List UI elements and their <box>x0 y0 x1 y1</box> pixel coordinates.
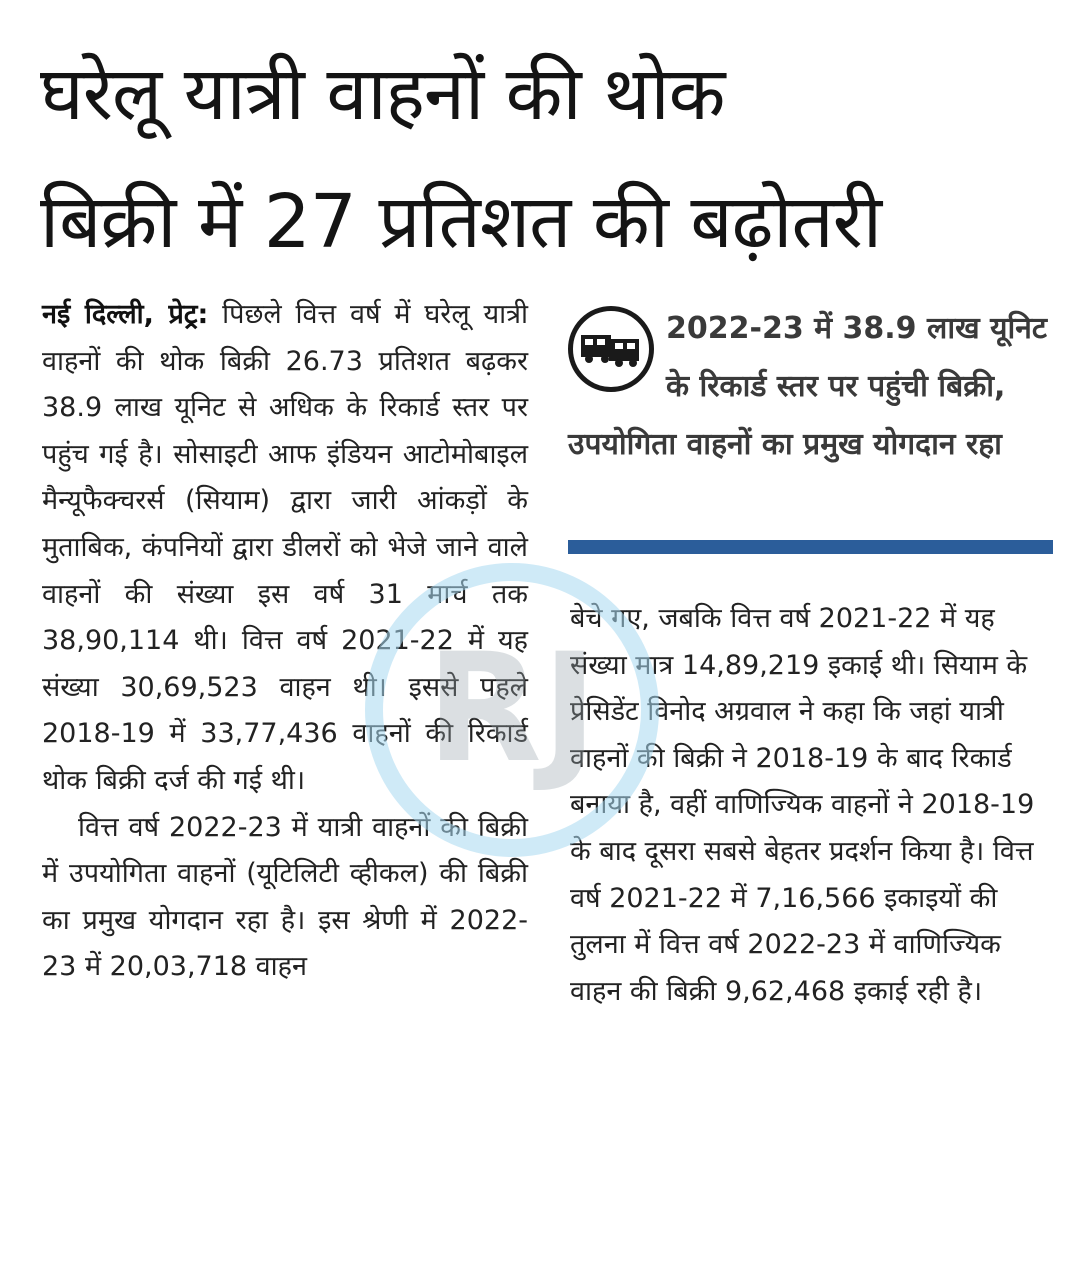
vehicles-icon <box>568 306 654 392</box>
summary-blurb <box>568 300 1052 474</box>
headline <box>40 30 1050 286</box>
article-paragraph-2: वित्त वर्ष 2022-23 में यात्री वाहनों की बिक्री में उपयोगिता वाहनों (यूटिलिटी व्हीकल) की बिक्री का प्रमुख योगदान रहा है। इस श्रेणी में 2022-23 में 20,03,718 वाहन <box>42 811 528 983</box>
headline-line-1: घरेलू यात्री वाहनों की थोक <box>40 51 725 137</box>
headline-line-2: बिक्री में 27 प्रतिशत की बढ़ोतरी <box>40 179 882 265</box>
article-paragraph-1 <box>42 292 528 805</box>
watermark-text: RJ <box>426 622 598 796</box>
article-paragraph-1-text: पिछले वित्त वर्ष में घरेलू यात्री वाहनों की थोक बिक्री 26.73 प्रतिशत बढ़कर 38.9 लाख यूनिट से अधिक के रिकार्ड स्तर पर पहुंच गई है। सोसाइटी आफ इंडियन आटोमोबाइल मैन्यूफैक्चरर्स (सियाम) द्वारा जारी आंकड़ों के मुताबिक, कंपनियों द्वारा डीलरों को भेजे जाने वाले वाहनों की संख्या इस वर्ष 31 मार्च तक 38,90,114 थी। वित्त वर्ष 2021-22 में यह संख्या 30,69,523 वाहन थी। इससे पहले 2018-19 में 33,77,436 वाहनों की रिकार्ड थोक बिक्री दर्ज की गई थी। <box>42 299 529 796</box>
section-divider <box>568 540 1053 554</box>
article-column-left <box>42 292 528 991</box>
dateline: नई दिल्ली, प्रेट्र: <box>42 299 209 330</box>
article-column-right <box>570 596 1052 1015</box>
article-paragraph-3: बेचे गए, जबकि वित्त वर्ष 2021-22 में यह संख्या मात्र 14,89,219 इकाई थी। सियाम के प्रेसिडेंट विनोद अग्रवाल ने कहा कि जहां यात्री वाहनों की बिक्री ने 2018-19 के बाद रिकार्ड बनाया है, वहीं वाणिज्यिक वाहनों ने 2018-19 के बाद दूसरा सबसे बेहतर प्रदर्शन किया है। वित्त वर्ष 2021-22 में 7,16,566 इकाइयों की तुलना में वित्त वर्ष 2022-23 में वाणिज्यिक वाहन की बिक्री 9,62,468 इकाई रही है। <box>570 603 1035 1007</box>
summary-blurb-text: 2022-23 में 38.9 लाख यूनिट के रिकार्ड स्तर पर पहुंची बिक्री, उपयोगिता वाहनों का प्रमुख योगदान रहा <box>568 311 1048 462</box>
